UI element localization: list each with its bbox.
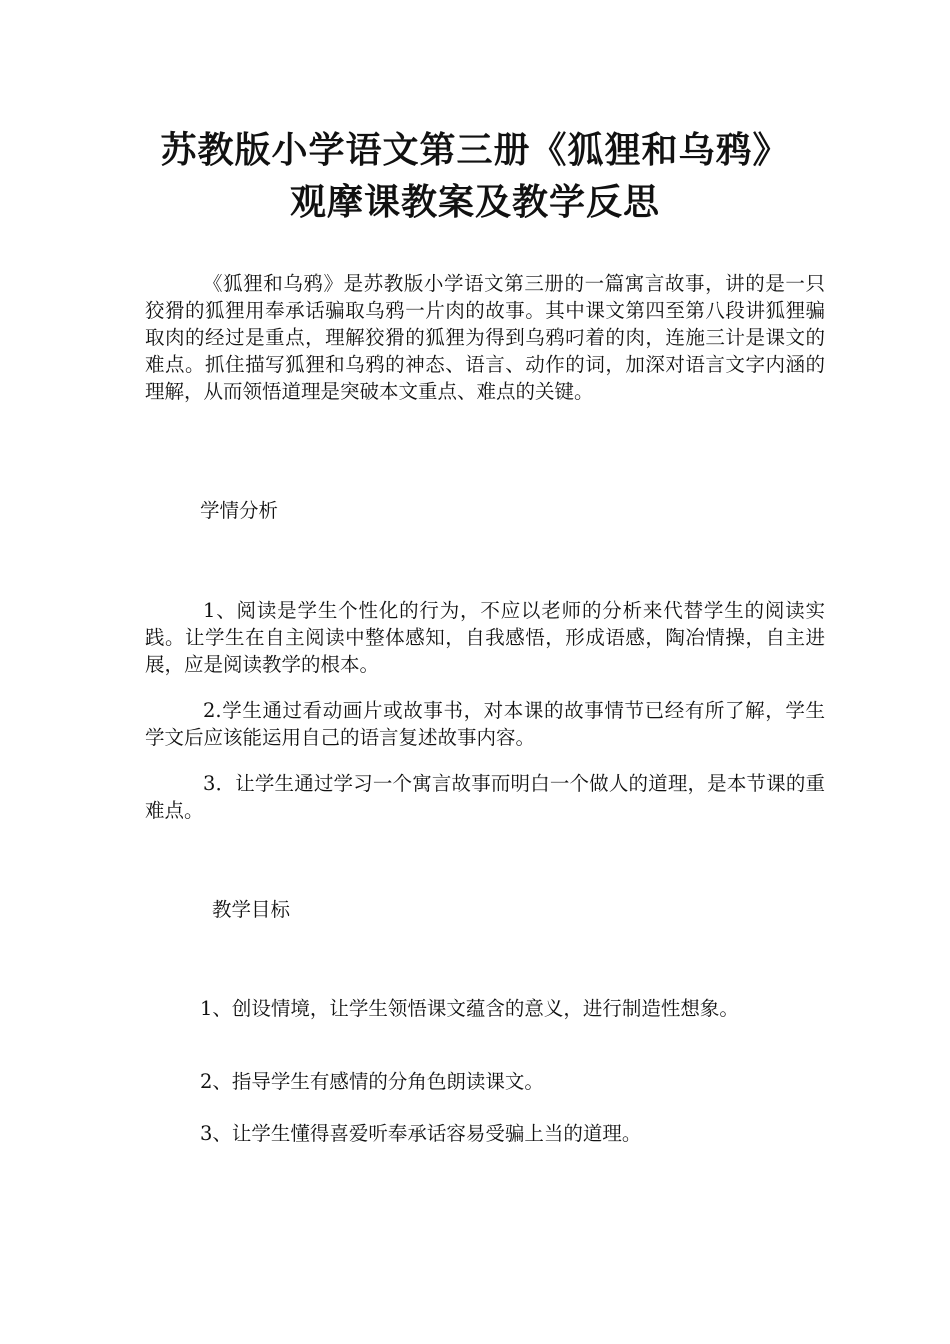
document-title-line-2: 观摩课教案及教学反思 [289, 182, 660, 223]
learning-analysis-point-1: 1、阅读是学生个性化的行为，不应以老师的分析来代替学生的阅读实践。让学生在自主阅读中整体感知，自我感悟，形成语感，陶冶情操，自主进展，应是阅读教学的根本。 [145, 599, 825, 676]
document-title-line-1: 苏教版小学语文第三册《狐狸和乌鸦》 [160, 130, 790, 171]
section-heading-teaching-goals: 教学目标 [212, 898, 291, 921]
teaching-goal-1: 1、创设情境，让学生领悟课文蕴含的意义，进行制造性想象。 [200, 997, 739, 1020]
learning-analysis-point-2: 2.学生通过看动画片或故事书，对本课的故事情节已经有所了解，学生学文后应该能运用自己的语言复述故事内容。 [145, 699, 825, 749]
teaching-goal-3: 3、让学生懂得喜爱听奉承话容易受骗上当的道理。 [200, 1122, 642, 1145]
teaching-goal-2: 2、指导学生有感情的分角色朗读课文。 [200, 1070, 544, 1093]
intro-paragraph: 《狐狸和乌鸦》是苏教版小学语文第三册的一篇寓言故事，讲的是一只狡猾的狐狸用奉承话骗取乌鸦一片肉的故事。其中课文第四至第八段讲狐狸骗取肉的经过是重点，理解狡猾的狐狸为得到乌鸦叼着的肉，连施三计是课文的难点。抓住描写狐狸和乌鸦的神态、语言、动作的词，加深对语言文字内涵的理解，从而领悟道理是突破本文重点、难点的关键。 [145, 272, 825, 403]
section-heading-learning-analysis: 学情分析 [200, 499, 279, 522]
learning-analysis-point-3: 3．让学生通过学习一个寓言故事而明白一个做人的道理，是本节课的重难点。 [145, 772, 825, 822]
